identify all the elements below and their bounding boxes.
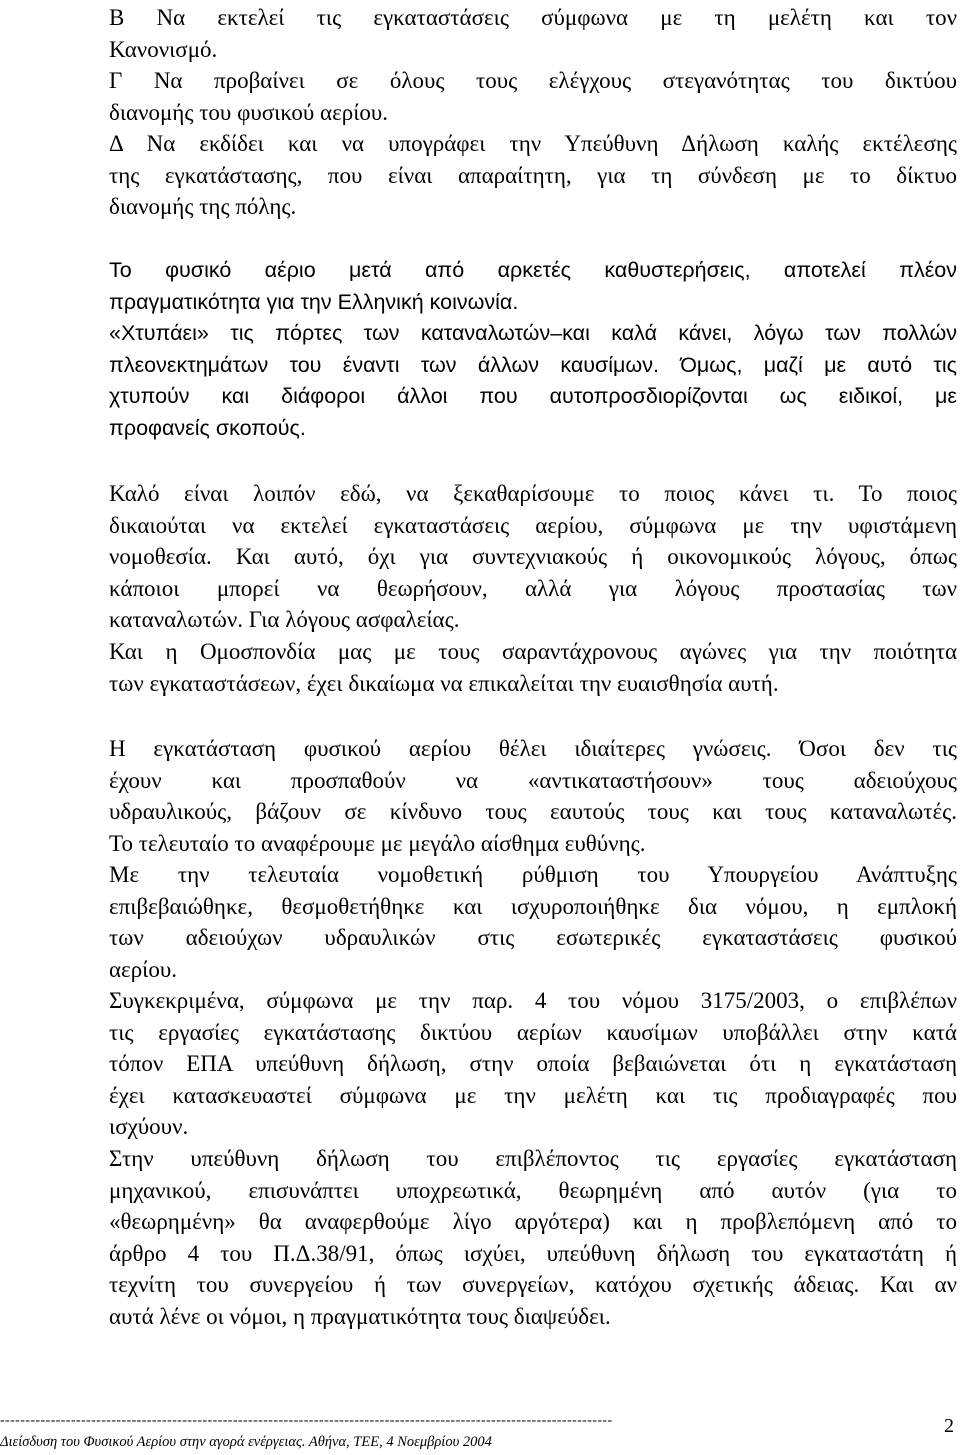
text-line: Συγκεκριμένα, σύμφωνα με την παρ. 4 του νόμου 3175/2003, ο επιβλέπων <box>109 988 957 1013</box>
text-line: αερίου. <box>109 956 178 982</box>
text-line: έχει κατασκευαστεί σύμφωνα με την μελέτη και τις προδιαγραφές που <box>109 1082 957 1108</box>
text-line: νομοθεσία. Και αυτό, όχι για συντεχνιακούς ή οικονομικούς λόγους, όπως <box>109 544 957 570</box>
text-line: άρθρο 4 του Π.Δ.38/91, όπως ισχύει, υπεύθυνη δήλωση του εγκαταστάτη ή <box>109 1240 957 1266</box>
text-line: διανομής της πόλης. <box>109 194 297 220</box>
paragraph <box>109 65 957 128</box>
footer-caption: Διείσδυση του Φυσικού Αερίου στην αγορά ενέργειας. Αθήνα, ΤΕΕ, 4 Νοεμβρίου 2004 <box>0 1434 492 1450</box>
text-line: Γ Να προβαίνει σε όλους τους ελέγχους στεγανότητας του δικτύου <box>109 68 957 93</box>
paragraph <box>109 859 957 985</box>
text-line: «θεωρημένη» θα αναφερθούμε λίγο αργότερα) και η προβλεπόμενη από το <box>109 1209 957 1235</box>
paragraph <box>109 733 957 859</box>
text-line: των αδειούχων υδραυλικών στις εσωτερικές εγκαταστάσεις φυσικού <box>109 925 957 951</box>
text-line: δικαιούται να εκτελεί εγκαταστάσεις αερίου, σύμφωνα με την υφιστάμενη <box>109 512 957 538</box>
text-line: επιβεβαιώθηκε, θεσμοθετήθηκε και ισχυροποιήθηκε δια νόμου, η εμπλοκή <box>109 893 957 919</box>
paragraph <box>109 2 957 65</box>
text-line: προφανείς σκοπούς. <box>109 415 306 440</box>
text-line: καταναλωτών. Για λόγους ασφαλείας. <box>109 607 460 633</box>
paragraph <box>109 318 957 444</box>
text-line: Β Να εκτελεί τις εγκαταστάσεις σύμφωνα με τη μελέτη και τον <box>109 5 957 30</box>
text-line: τόπον ΕΠΑ υπεύθυνη δήλωση, στην οποία βεβαιώνεται ότι η εγκατάσταση <box>109 1051 957 1077</box>
paragraph <box>109 1143 957 1333</box>
text-line: της εγκατάστασης, που είναι απαραίτητη, για τη σύνδεση με το δίκτυο <box>109 162 957 188</box>
text-line: αυτά λένε οι νόμοι, η πραγματικότητα τους διαψεύδει. <box>109 1303 611 1329</box>
text-line: τις εργασίες εγκατάστασης δικτύου αερίων καυσίμων υποβάλλει στην κατά <box>109 1019 957 1045</box>
paragraph <box>109 255 957 318</box>
text-line: χτυπούν και διάφοροι άλλοι που αυτοπροσδιορίζονται ως ειδικοί, με <box>109 384 957 409</box>
text-line: πραγματικότητα για την Ελληνική κοινωνία. <box>109 289 519 314</box>
text-line: διανομής του φυσικού αερίου. <box>109 99 389 125</box>
paragraph <box>109 128 957 223</box>
text-line: μηχανικού, επισυνάπτει υποχρεωτικά, θεωρημένη από αυτόν (για το <box>109 1177 957 1203</box>
text-line: πλεονεκτημάτων του έναντι των άλλων καυσίμων. Όμως, μαζί με αυτό τις <box>109 352 957 377</box>
text-line: Καλό είναι λοιπόν εδώ, να ξεκαθαρίσουμε το ποιος κάνει τι. Το ποιος <box>109 481 957 506</box>
text-line: Και η Ομοσπονδία μας με τους σαραντάχρονους αγώνες για την ποιότητα <box>109 639 957 664</box>
page-number: 2 <box>944 1415 954 1437</box>
text-line: τεχνίτη του συνεργείου ή των συνεργείων, κατόχου σχετικής άδειας. Και αν <box>109 1272 957 1298</box>
paragraph <box>109 985 957 1143</box>
text-line: κάποιοι μπορεί να θεωρήσουν, αλλά για λόγους προστασίας των <box>109 575 957 601</box>
text-line: Το φυσικό αέριο μετά από αρκετές καθυστερήσεις, αποτελεί πλέον <box>109 258 957 282</box>
text-line: Με την τελευταία νομοθετική ρύθμιση του Υπουργείου Ανάπτυξης <box>109 862 957 887</box>
paragraph <box>109 478 957 636</box>
text-line: έχουν και προσπαθούν να «αντικαταστήσουν» τους αδειούχους <box>109 767 957 793</box>
text-line: Κανονισμό. <box>109 36 218 62</box>
text-line: Το τελευταίο το αναφέρουμε με μεγάλο αίσθημα ευθύνης. <box>109 830 646 856</box>
text-line: υδραυλικούς, βάζουν σε κίνδυνο τους εαυτούς τους και τους καταναλωτές. <box>109 799 957 825</box>
text-line: Δ Να εκδίδει και να υπογράφει την Υπεύθυνη Δήλωση καλής εκτέλεσης <box>109 131 957 156</box>
text-line: Η εγκατάσταση φυσικού αερίου θέλει ιδιαίτερες γνώσεις. Όσοι δεν τις <box>109 736 957 761</box>
text-line: «Χτυπάει» τις πόρτες των καταναλωτών–και καλά κάνει, λόγω των πολλών <box>109 321 957 345</box>
text-line: ισχύουν. <box>109 1114 189 1140</box>
footer-divider: ------------------------------------------------------------------------------------------------------------------------- <box>0 1413 613 1428</box>
text-line: των εγκαταστάσεων, έχει δικαίωμα να επικαλείται την ευαισθησία αυτή. <box>109 670 779 696</box>
text-line: Στην υπεύθυνη δήλωση του επιβλέποντος τις εργασίες εγκατάσταση <box>109 1146 957 1171</box>
paragraph <box>109 636 957 699</box>
